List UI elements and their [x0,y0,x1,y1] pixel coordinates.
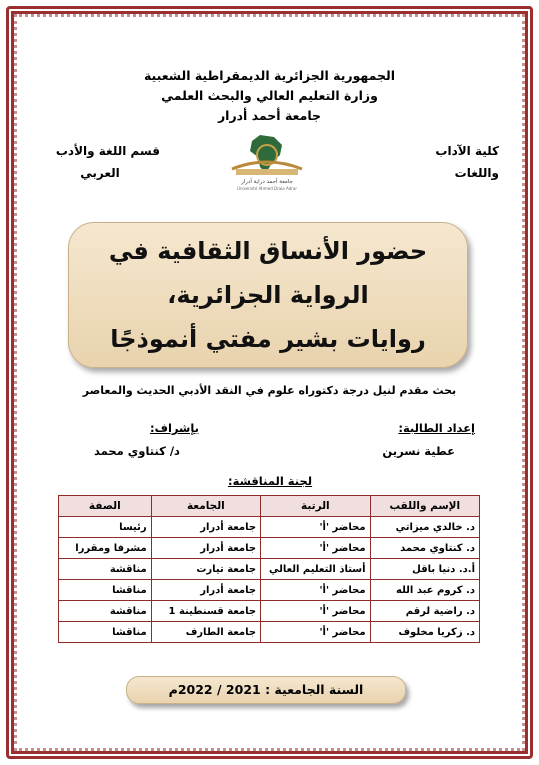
member-university: جامعة أدرار [151,517,260,538]
table-header-row [59,496,480,517]
header-name: الإسم واللقب [370,496,479,517]
faculty-line1: كلية الآداب [435,144,499,158]
institution-header [0,66,539,126]
member-university: جامعة تيارت [151,559,260,580]
member-rank: محاضر 'أ' [261,538,370,559]
member-rank: محاضر 'أ' [261,601,370,622]
department-line1: قسم اللغة والأدب [55,144,160,158]
supervisor-name: د/ كنتاوي محمد [94,444,180,458]
member-name: د. كنتاوي محمد [370,538,479,559]
member-name: د. خالدي ميزاتي [370,517,479,538]
faculty-line2: واللغات [454,166,499,180]
member-name: د. كروم عبد الله [370,580,479,601]
header-rank: الرتبة [261,496,370,517]
member-name: د. زكريا مخلوف [370,622,479,643]
country-name: الجمهورية الجزائرية الديمقراطية الشعبية [143,68,396,83]
member-university: جامعة الطارف [151,622,260,643]
supervisor-label: بإشراف: [150,421,199,435]
department-line2: العربي [80,166,120,180]
member-rank: محاضر 'أ' [261,580,370,601]
committee-table [58,495,480,643]
student-label: إعداد الطالبة: [398,421,475,435]
table-row [59,538,480,559]
member-rank: محاضر 'أ' [261,517,370,538]
university-name: جامعة أحمد أدرار [217,108,322,123]
member-rank: أستاذ التعليم العالي [261,559,370,580]
logo-text-en: Université Ahmed Draia Adrar [237,186,297,191]
member-role: مناقشة [59,559,152,580]
header-role: الصفة [59,496,152,517]
member-name: د. راضية لرقم [370,601,479,622]
faculty-block [379,140,499,184]
member-name: أ.د. دنيا باقل [370,559,479,580]
member-role: رئيسا [59,517,152,538]
member-university: جامعة أدرار [151,538,260,559]
table-row [59,559,480,580]
member-university: جامعة قسنطينة 1 [151,601,260,622]
header-university: الجامعة [151,496,260,517]
member-rank: محاضر 'أ' [261,622,370,643]
university-logo [222,133,312,193]
member-role: مناقشا [59,580,152,601]
table-row [59,601,480,622]
thesis-subtitle: بحث مقدم لنيل درجة دكتوراه علوم في النقد الأدبي الحديث والمعاصر [82,384,457,397]
member-role: مناقشة [59,601,152,622]
committee-label: لجنة المناقشة: [228,474,313,488]
member-role: مشرفا ومقررا [59,538,152,559]
ministry-name: وزارة التعليم العالي والبحث العلمي [161,88,378,103]
logo-band [236,169,298,175]
thesis-title-line2: روايات بشير مفتي أنموذجًا [110,325,426,353]
member-role: مناقشا [59,622,152,643]
table-row [59,517,480,538]
thesis-title-box [68,222,468,368]
table-row [59,622,480,643]
academic-year: السنة الجامعية : 2021 / 2022م [126,676,406,704]
logo-text-ar: جامعة أحمد دراية أدرار [241,179,293,185]
thesis-title-line1: حضور الأنساق الثقافية في الرواية الجزائرية، [108,237,428,309]
member-university: جامعة أدرار [151,580,260,601]
table-row [59,580,480,601]
student-name: عطية نسرين [382,444,455,458]
department-block [40,140,160,184]
